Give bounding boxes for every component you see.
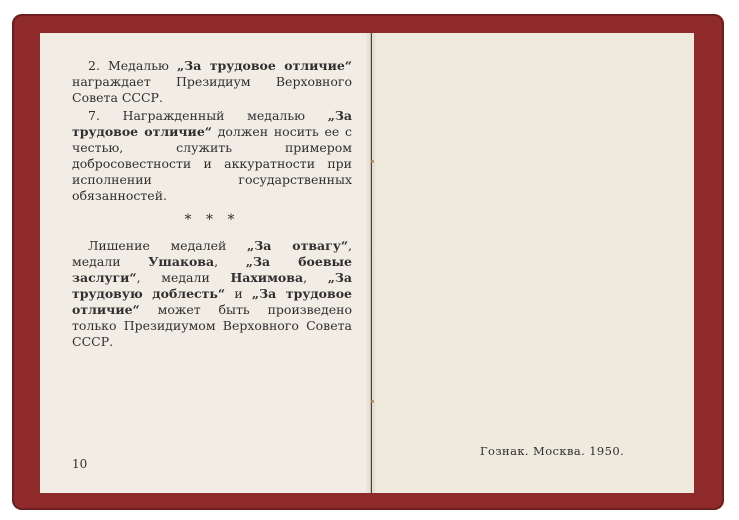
p3-d: Ушакова [148,254,215,269]
paragraph-2 [72,58,352,106]
page-number: 10 [72,457,88,471]
p3-j: „За трудовую доблесть“ [72,270,352,301]
p3-l: „За трудовое отличие“ [72,286,352,317]
p3-a: Лишение медалей [88,238,247,253]
p3-h: Нахимова [230,270,304,285]
printer-imprint: Гознак. Москва. 1950. [480,444,625,458]
p2-c: должен носить ее с честью, служить примером добросовестности и аккуратности при исполнении государственных обязанностей. [72,124,352,203]
p2-b: „За трудовое отличие“ [72,108,352,139]
p1-c: награждает Президиум Верховного Совета СССР. [72,74,352,105]
section-divider-stars: * * * [184,212,240,228]
paragraph-7 [72,108,352,204]
p3-m: может быть произведено только Президиумом Верховного Совета СССР. [72,302,352,349]
paragraph-revocation [72,238,352,350]
right-page [372,33,694,493]
p3-f: „За боевые заслуги“ [72,254,352,285]
spine-staple-top [371,160,374,163]
book-gutter [365,33,377,493]
p3-e: , [214,254,246,269]
spine-staple-bottom [371,400,374,403]
p3-c: , медали [72,238,352,269]
p3-i: , [303,270,328,285]
p3-k: и [225,286,252,301]
p3-b: „За отвагу“ [247,238,349,253]
p1-a: 2. Медалью [88,58,177,73]
p1-b: „За трудовое отличие“ [176,58,352,73]
p2-a: 7. Награжденный медалью [88,108,328,123]
left-page-text [72,58,352,352]
p3-g: , медали [136,270,231,285]
